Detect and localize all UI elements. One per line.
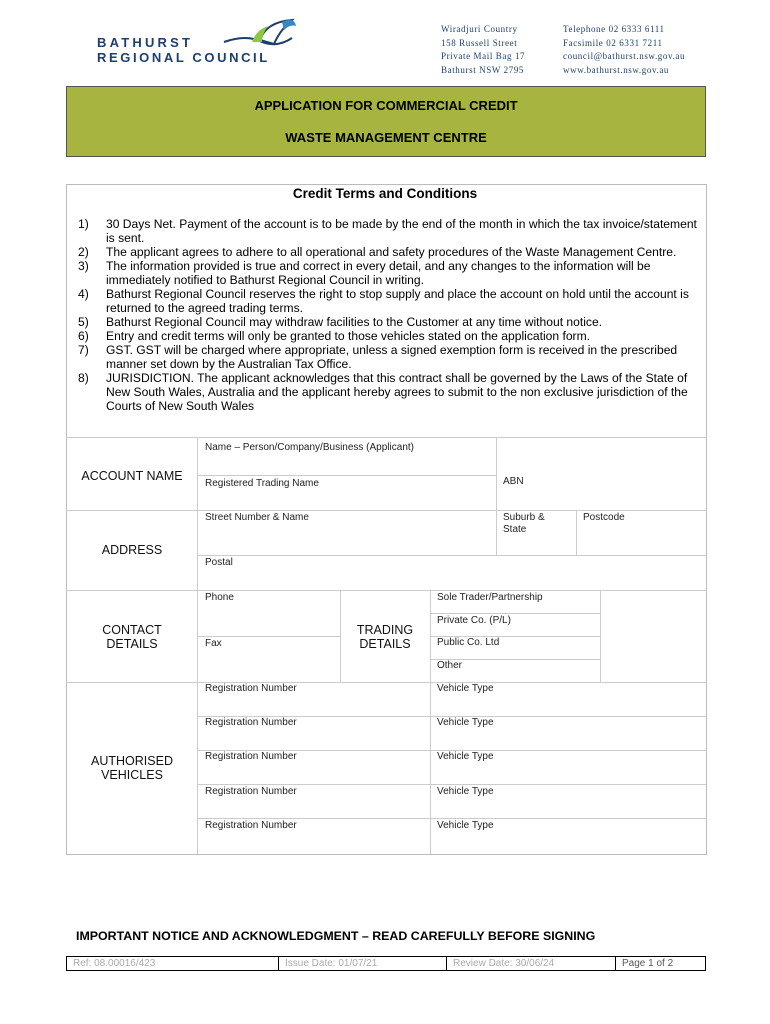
ref-number: Ref: 08.00016/423 — [67, 957, 279, 970]
vehicle-type-field[interactable]: Vehicle Type — [437, 717, 494, 728]
applicant-name-field[interactable]: Name – Person/Company/Business (Applicant) — [205, 442, 414, 453]
term-item: 6) Entry and credit terms will only be granted to those vehicles stated on the application form. — [78, 329, 591, 343]
website-link[interactable]: www.bathurst.nsw.gov.au — [563, 64, 670, 75]
term-item: 8) JURISDICTION. The applicant acknowledges that this contract shall be governed by the Laws of the State of New South Wales, Australia and the applicant hereby agrees to submit to the non exclusive jurisdiction of the Courts of New South Wales — [78, 371, 688, 413]
term-item: 1) 30 Days Net. Payment of the account is to be made by the end of the month in which the tax invoice/statement is sent. — [78, 217, 697, 245]
logo-text-bathurst: BATHURST — [97, 35, 194, 50]
logo-text-regional-council: REGIONAL COUNCIL — [97, 50, 270, 65]
term-item: 5) Bathurst Regional Council may withdraw facilities to the Customer at any time without notice. — [78, 315, 603, 329]
council-contact — [563, 23, 685, 77]
vehicle-type-field[interactable]: Vehicle Type — [437, 751, 494, 762]
telephone: Telephone 02 6333 6111 — [563, 24, 665, 34]
abn-field[interactable]: ABN — [503, 476, 524, 487]
address-line: Private Mail Bag 17 — [441, 51, 526, 62]
title-banner — [66, 86, 706, 157]
trading-details-label: TRADING DETAILS — [356, 623, 414, 651]
postal-field[interactable]: Postal — [205, 557, 233, 568]
terms-heading: Credit Terms and Conditions — [292, 186, 478, 201]
postcode-field[interactable]: Postcode — [583, 512, 625, 523]
form-subtitle: WASTE MANAGEMENT CENTRE — [285, 130, 487, 145]
trading-option-sole-trader[interactable]: Sole Trader/Partnership — [437, 592, 543, 603]
fax-field[interactable]: Fax — [205, 638, 222, 649]
term-item: 4) Bathurst Regional Council reserves the right to stop supply and place the account on hold until the account is returned to the agreed trading terms. — [78, 287, 689, 315]
trading-option-public-co[interactable]: Public Co. Ltd — [437, 637, 500, 648]
trading-option-private-co[interactable]: Private Co. (P/L) — [437, 615, 511, 626]
vehicle-type-field[interactable]: Vehicle Type — [437, 820, 494, 831]
contact-details-label: CONTACT DETAILS — [102, 623, 162, 651]
important-notice: IMPORTANT NOTICE AND ACKNOWLEDGMENT – READ CAREFULLY BEFORE SIGNING — [76, 929, 596, 943]
registration-number-field[interactable]: Registration Number — [205, 683, 297, 694]
address-line: 158 Russell Street — [441, 37, 518, 48]
street-field[interactable]: Street Number & Name — [205, 512, 309, 523]
facsimile: Facsimile 02 6331 7211 — [563, 37, 663, 48]
account-name-label: ACCOUNT NAME — [81, 469, 183, 483]
council-address — [441, 23, 525, 77]
issue-date: Issue Date: 01/07/21 — [279, 957, 447, 970]
vehicle-type-field[interactable]: Vehicle Type — [437, 683, 494, 694]
registration-number-field[interactable]: Registration Number — [205, 786, 297, 797]
butterfly-logo-icon — [222, 16, 300, 56]
trading-option-other[interactable]: Other — [437, 660, 463, 671]
suburb-state-field[interactable]: Suburb & State — [503, 512, 545, 535]
registration-number-field[interactable]: Registration Number — [205, 751, 297, 762]
address-line: Bathurst NSW 2795 — [441, 64, 525, 75]
authorised-vehicles-label: AUTHORISED VEHICLES — [91, 754, 173, 782]
address-label: ADDRESS — [101, 543, 163, 557]
address-line: Wiradjuri Country — [441, 24, 518, 34]
vehicle-type-field[interactable]: Vehicle Type — [437, 786, 494, 797]
phone-field[interactable]: Phone — [205, 592, 234, 603]
form-title: APPLICATION FOR COMMERCIAL CREDIT — [254, 98, 518, 113]
email-link[interactable]: council@bathurst.nsw.gov.au — [563, 51, 686, 62]
term-item: 2) The applicant agrees to adhere to all operational and safety procedures of the Waste Management Centre. — [78, 245, 677, 259]
term-item: 7) GST. GST will be charged where appropriate, unless a signed exemption form is received in the prescribed manner set down by the Australian Tax Office. — [78, 343, 678, 371]
review-date: Review Date: 30/06/24 — [447, 957, 616, 970]
page-number: Page 1 of 2 — [622, 958, 674, 969]
terms-list — [78, 217, 698, 413]
document-footer — [66, 956, 706, 971]
registration-number-field[interactable]: Registration Number — [205, 820, 297, 831]
trading-name-field[interactable]: Registered Trading Name — [205, 478, 319, 489]
registration-number-field[interactable]: Registration Number — [205, 717, 297, 728]
term-item: 3) The information provided is true and correct in every detail, and any changes to the information will be immediately notified to Bathurst Regional Council in writing. — [78, 259, 651, 287]
